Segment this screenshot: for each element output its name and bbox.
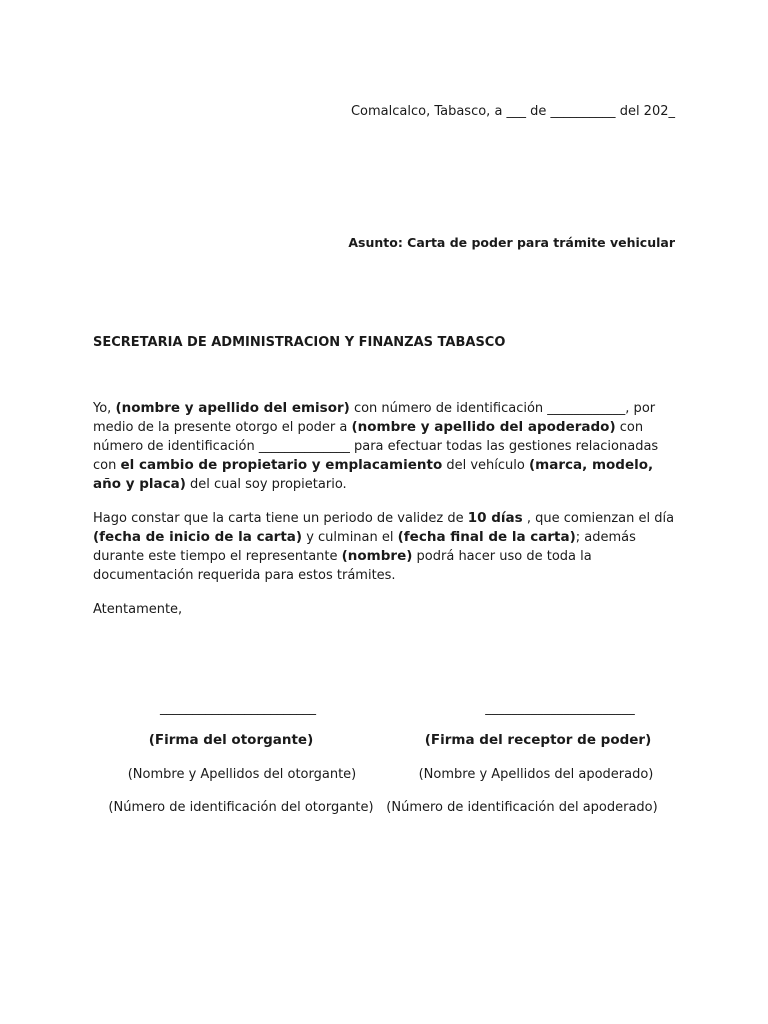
p2-text-5: podrá hacer uso de toda la documentación requerida para estos trámites. (93, 549, 592, 583)
p2-text-2: , que comienzan el día (522, 511, 675, 526)
p2-text-1: Hago constar que la carta tiene un periodo de validez de (93, 511, 468, 526)
p1-bold-1: (nombre y apellido del emisor) (115, 400, 350, 416)
p2-bold-1: 10 días (467, 510, 523, 526)
signature-id-right: (Número de identificación del apoderado) (386, 800, 658, 815)
recipient-heading: SECRETARIA DE ADMINISTRACION Y FINANZAS TABASCO (93, 335, 506, 350)
signature-name-right: (Nombre y Apellidos del apoderado) (418, 767, 654, 782)
signature-line-left: ________________________ (160, 701, 316, 716)
subject-line: Asunto: Carta de poder para trámite vehicular (348, 235, 675, 250)
p1-text-1: Yo, (93, 401, 116, 416)
place-date: Comalcalco, Tabasco, a ___ de __________ del 202_ (350, 104, 675, 119)
signature-title-left: (Firma del otorgante) (148, 732, 314, 748)
closing: Atentamente, (93, 602, 183, 617)
signature-title-right: (Firma del receptor de poder) (424, 732, 652, 748)
signature-name-left: (Nombre y Apellidos del otorgante) (127, 767, 357, 782)
signature-line-right: _______________________ (485, 701, 635, 716)
p1-text-2: con número de identificación ____________, por medio de la presente otorgo el poder a (93, 401, 656, 435)
p1-bold-3: el cambio de propietario y emplacamiento (120, 457, 443, 473)
p2-text-3: y culminan el (302, 530, 398, 545)
p1-text-3: con número de identificación ______________ para efectuar todas las gestiones relacionadas con (93, 420, 659, 473)
p2-bold-4: (nombre) (341, 548, 413, 564)
p2-text-4: ; además durante este tiempo el representante (93, 530, 636, 564)
p1-text-4: del vehículo (442, 458, 529, 473)
p1-bold-2: (nombre y apellido del apoderado) (351, 419, 616, 435)
p1-text-5: del cual soy propietario. (185, 477, 347, 492)
p2-bold-3: (fecha final de la carta) (397, 529, 576, 545)
signature-id-left: (Número de identificación del otorgante) (108, 800, 374, 815)
body-paragraph-2 (93, 509, 675, 585)
body-paragraph-1 (93, 399, 675, 494)
p2-bold-2: (fecha de inicio de la carta) (93, 529, 303, 545)
p1-bold-4: (marca, modelo, año y placa) (93, 457, 654, 492)
